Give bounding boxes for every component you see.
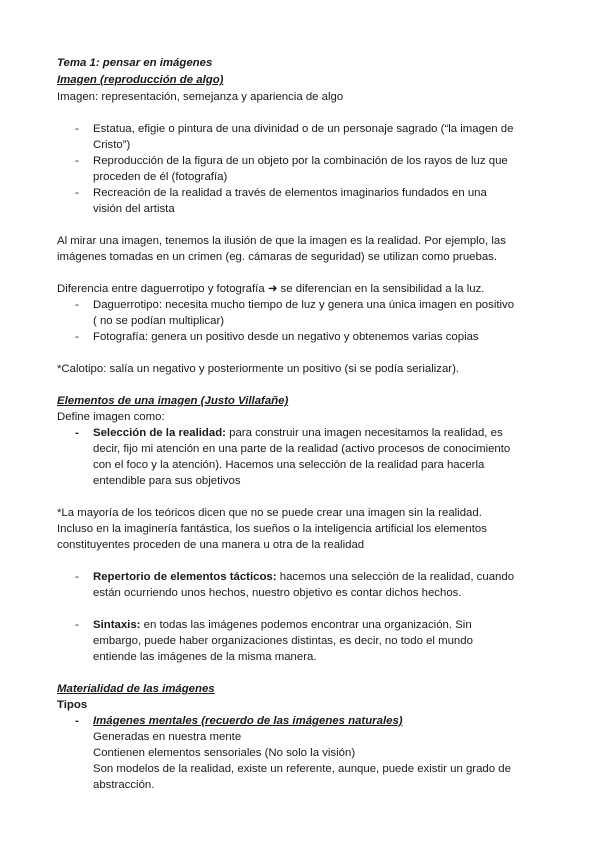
term-seleccion: Selección de la realidad: xyxy=(93,427,226,439)
bullet-dash: - xyxy=(75,155,79,167)
bullet-dash: - xyxy=(75,331,79,343)
section-heading-imagen: Imagen (reproducción de algo) xyxy=(57,74,224,86)
list-item: Estatua, efigie o pintura de una divinidad o de un personaje sagrado (“la imagen de xyxy=(93,123,514,135)
term-description: para construir una imagen necesitamos la realidad, es xyxy=(225,427,503,439)
note-line: *La mayoría de los teóricos dicen que no se puede crear una imagen sin la realidad. xyxy=(57,507,482,519)
define-line: Define imagen como: xyxy=(57,411,165,423)
list-item-continuation: Cristo”) xyxy=(93,139,131,151)
list-item-continuation: Son modelos de la realidad, existe un referente, aunque, puede existir un grado de xyxy=(93,763,511,775)
calotipo-note: *Calotipo: salía un negativo y posteriormente un positivo (si se podía serializar). xyxy=(57,363,460,375)
bullet-dash: - xyxy=(75,427,79,439)
list-item-continuation: entendible para sus objetivos xyxy=(93,475,241,487)
bullet-dash: - xyxy=(75,571,79,583)
paragraph-line: Al mirar una imagen, tenemos la ilusión de que la imagen es la realidad. Por ejemplo, las xyxy=(57,235,506,247)
subheading-imagenes-mentales: Imágenes mentales (recuerdo de las imágenes naturales) xyxy=(93,715,403,727)
bullet-dash: - xyxy=(75,299,79,311)
paragraph-line: imágenes tomadas en un crimen (eg. cámaras de seguridad) se utilizan como pruebas. xyxy=(57,251,498,263)
list-item: Fotografía: genera un positivo desde un negativo y obtenemos varias copias xyxy=(93,331,479,343)
imagen-definition: Imagen: representación, semejanza y apariencia de algo xyxy=(57,91,344,103)
list-item xyxy=(93,617,472,633)
list-item-continuation: con el foco y la atención). Hacemos una selección de la realidad para hacerla xyxy=(93,459,485,471)
tipos-label: Tipos xyxy=(57,699,88,711)
list-item-continuation: ( no se podían multiplicar) xyxy=(93,315,225,327)
bullet-dash: - xyxy=(75,619,79,631)
bullet-dash: - xyxy=(75,715,79,727)
list-item: Daguerrotipo: necesita mucho tiempo de luz y genera una única imagen en positivo xyxy=(93,299,515,311)
term-description: en todas las imágenes podemos encontrar una organización. Sin xyxy=(140,619,472,631)
list-item xyxy=(93,569,514,585)
list-item-continuation: abstracción. xyxy=(93,779,155,791)
list-item xyxy=(93,425,503,441)
list-item: Reproducción de la figura de un objeto por la combinación de los rayos de luz que xyxy=(93,155,508,167)
note-line: Incluso en la imaginería fantástica, los sueños o la inteligencia artificial los elementos xyxy=(57,523,487,535)
list-item-continuation: visión del artista xyxy=(93,203,175,215)
term-repertorio: Repertorio de elementos tácticos: xyxy=(93,571,277,583)
bullet-dash: - xyxy=(75,123,79,135)
term-description: hacemos una selección de la realidad, cuando xyxy=(276,571,515,583)
list-item-continuation: embargo, puede haber organizaciones distintas, es decir, no todo el mundo xyxy=(93,635,473,647)
section-heading-materialidad: Materialidad de las imágenes xyxy=(57,683,215,695)
list-item-continuation: entiende las imágenes de la misma manera. xyxy=(93,651,317,663)
bullet-dash: - xyxy=(75,187,79,199)
list-item-continuation: Generadas en nuestra mente xyxy=(93,731,242,743)
document-title: Tema 1: pensar en imágenes xyxy=(57,57,213,69)
list-item-continuation: Contienen elementos sensoriales (No solo la visión) xyxy=(93,747,356,759)
list-item-continuation: proceden de él (fotografía) xyxy=(93,171,228,183)
list-item-continuation: decir, fijo mi atención en una parte de la realidad (activo procesos de conocimiento xyxy=(93,443,511,455)
list-item: Recreación de la realidad a través de elementos imaginarios fundados en una xyxy=(93,187,487,199)
section-heading-elementos: Elementos de una imagen (Justo Villafañe) xyxy=(57,395,289,407)
term-sintaxis: Sintaxis: xyxy=(93,619,141,631)
daguerrotipo-difference: Diferencia entre daguerrotipo y fotografía ➜ se diferencian en la sensibilidad a la luz. xyxy=(57,283,485,295)
note-line: constituyentes proceden de una manera u otra de la realidad xyxy=(57,539,365,551)
list-item-continuation: están ocurriendo unos hechos, nuestro objetivo es contar dichos hechos. xyxy=(93,587,462,599)
